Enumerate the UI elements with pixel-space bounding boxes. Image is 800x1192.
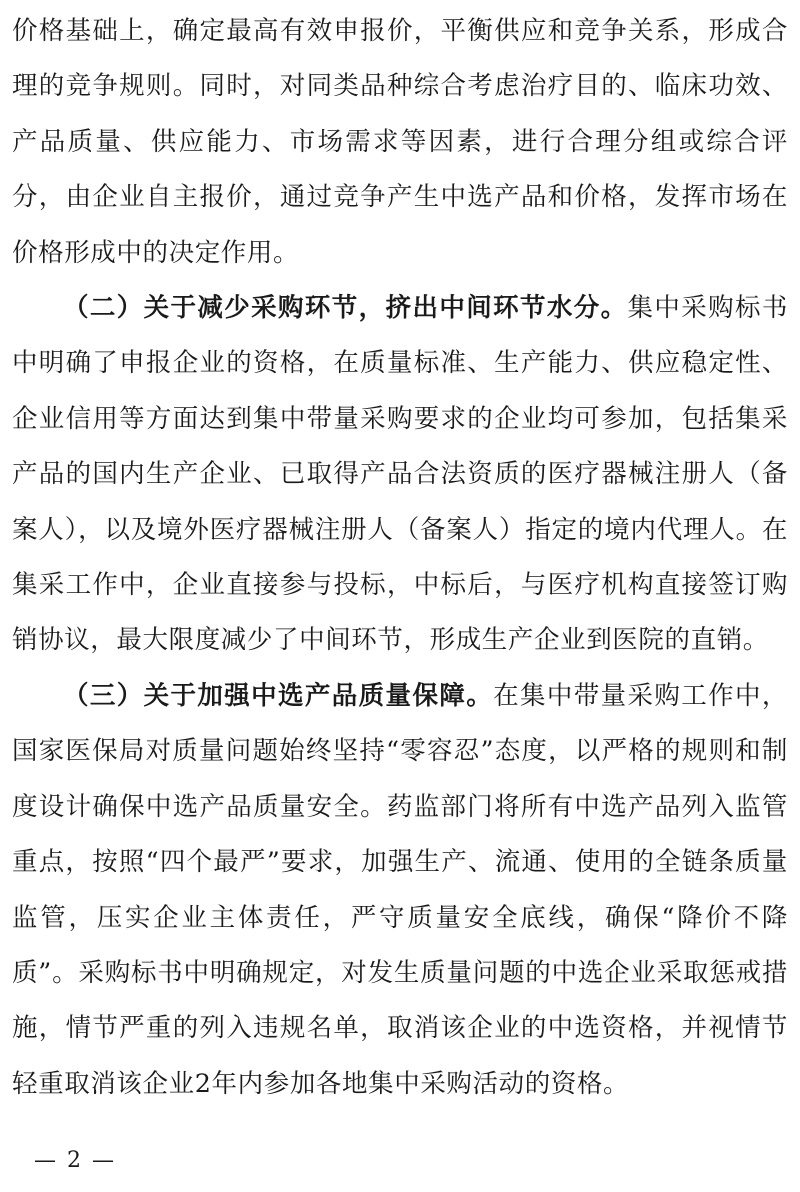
paragraph-body-text: 价格基础上，确定最高有效申报价，平衡供应和竞争关系，形成合理的竞争规则。同时，对同类品种综合考虑治疗目的、临床功效、产品质量、供应能力、市场需求等因素，进行合理分组或综合评分，由企业自主报价，通过竞争产生中选产品和价格，发挥市场在价格形成中的决定作用。 xyxy=(12,16,788,268)
section-heading-reduce-procurement-steps: （二）关于减少采购环节，挤出中间环节水分。 xyxy=(63,293,628,324)
paragraph-quality-assurance xyxy=(12,669,788,1112)
paragraph-continuation xyxy=(12,4,788,281)
paragraph-body-text: 集中采购标书中明确了申报企业的资格，在质量标准、生产能力、供应稳定性、企业信用等方面达到集中带量采购要求的企业均可参加，包括集采产品的国内生产企业、已取得产品合法资质的医疗器械注册人（备案人），以及境外医疗器械注册人（备案人）指定的境内代理人。在集采工作中，企业直接参与投标，中标后，与医疗机构直接签订购销协议，最大限度减少了中间环节，形成生产企业到医院的直销。 xyxy=(12,293,788,656)
paragraph-reduce-procurement-steps xyxy=(12,281,788,669)
document-page xyxy=(12,4,788,1112)
section-heading-quality-assurance: （三）关于加强中选产品质量保障。 xyxy=(63,680,494,711)
page-number: — 2 — xyxy=(34,1148,116,1173)
paragraph-body-text: 在集中带量采购工作中，国家医保局对质量问题始终坚持“零容忍”态度，以严格的规则和制度设计确保中选产品质量安全。药监部门将所有中选产品列入监管重点，按照“四个最严”要求，加强生产、流通、使用的全链条质量监管，压实企业主体责任，严守质量安全底线，确保“降价不降质”。采购标书中明确规定，对发生质量问题的中选企业采取惩戒措施，情节严重的列入违规名单，取消该企业的中选资格，并视情节轻重取消该企业2年内参加各地集中采购活动的资格。 xyxy=(12,680,788,1099)
